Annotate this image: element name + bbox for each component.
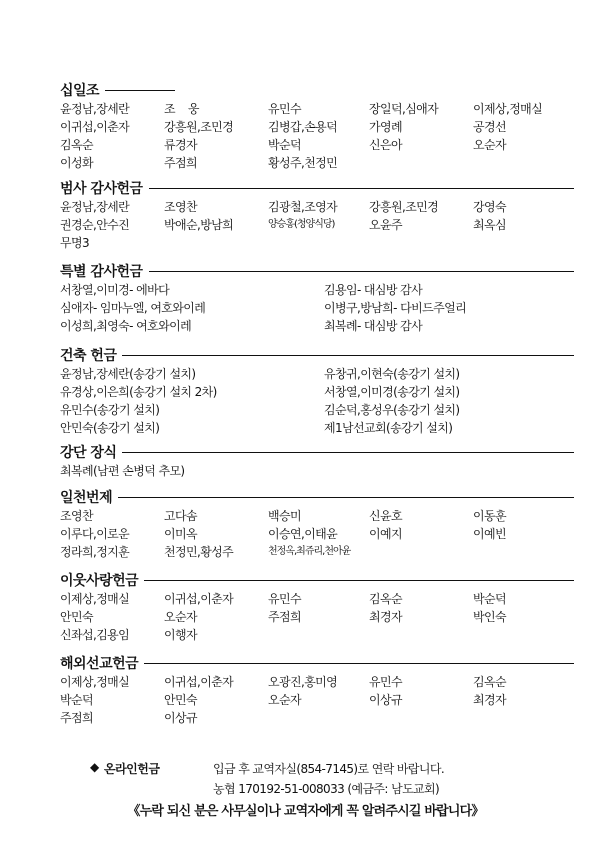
section-divider	[105, 90, 175, 91]
donor-name: 천정옥,최쥬리,천아윤	[268, 546, 351, 557]
bank-account: 농협 170192-51-008033 (예금주: 남도교회)	[213, 782, 440, 796]
donor-name: 신윤호	[369, 509, 402, 523]
donor-entry: 제1남선교회(송강기 설치)	[324, 421, 453, 435]
donor-name: 고다솜	[164, 509, 197, 523]
donor-name: 이행자	[164, 628, 197, 642]
donor-name: 백승미	[268, 509, 301, 523]
donor-name: 박애순,방남희	[164, 218, 234, 232]
donor-name: 가영례	[369, 120, 402, 134]
donor-name: 공경선	[473, 120, 506, 134]
section-divider	[144, 580, 574, 581]
donor-name: 윤정남,장세란	[60, 200, 130, 214]
donor-name: 유민수	[268, 592, 301, 606]
donor-name: 오윤주	[369, 218, 402, 232]
donor-name: 이성화	[60, 156, 93, 170]
donor-entry: 유창귀,이현숙(송강기 설치)	[324, 367, 460, 381]
donor-name: 오순자	[268, 693, 301, 707]
donor-name: 양승홍(청양식당)	[268, 219, 335, 230]
donor-entry: 안민숙(송강기 설치)	[60, 421, 160, 435]
donor-name: 주점희	[164, 156, 197, 170]
donor-name: 김옥순	[473, 675, 506, 689]
section-title: 강단 장식	[60, 445, 117, 461]
name-grid	[60, 507, 574, 561]
donor-name: 이상규	[369, 693, 402, 707]
section-header	[60, 487, 574, 507]
donor-name: 조영찬	[164, 200, 197, 214]
donor-name: 천정민,황성주	[164, 545, 234, 559]
section-divider	[149, 271, 574, 272]
section-thousand-offerings	[60, 487, 574, 561]
donor-name: 오순자	[473, 138, 506, 152]
section-divider	[149, 188, 574, 189]
donor-entry: 유민수(송강기 설치)	[60, 403, 160, 417]
section-divider	[122, 355, 574, 356]
section-building-fund	[60, 345, 574, 437]
donor-name: 이제상,정매실	[60, 592, 130, 606]
donor-name: 안민숙	[164, 693, 197, 707]
section-header	[60, 261, 574, 281]
donor-name: 윤정남,장세란	[60, 102, 130, 116]
donor-name: 박순덕	[473, 592, 506, 606]
donor-name: 이루다,이로운	[60, 527, 130, 541]
section-header	[60, 345, 574, 365]
section-title: 건축 헌금	[60, 348, 117, 364]
section-header	[60, 178, 574, 198]
section-title: 일천번제	[60, 490, 113, 506]
donor-entry: 이병구,방남희- 다비드주얼리	[324, 301, 467, 315]
donor-entry: 심애자- 임마누엘, 여호와이레	[60, 301, 206, 315]
donor-name: 주점희	[268, 610, 301, 624]
donor-name: 이미옥	[164, 527, 197, 541]
donor-name: 이예지	[369, 527, 402, 541]
section-title: 이웃사랑헌금	[60, 573, 139, 589]
donor-entry: 김순덕,홍성우(송강기 설치)	[324, 403, 460, 417]
donor-name: 오광진,홍미영	[268, 675, 338, 689]
name-grid	[60, 365, 574, 437]
section-divider	[122, 452, 574, 453]
donor-name: 황성주,천정민	[268, 156, 338, 170]
donor-name: 무명3	[60, 236, 90, 250]
name-grid	[60, 462, 574, 480]
donor-name: 이귀섭,이춘자	[60, 120, 130, 134]
section-title: 해외선교헌금	[60, 656, 139, 672]
donor-name: 최경자	[369, 610, 402, 624]
donor-name: 박순덕	[60, 693, 93, 707]
name-grid	[60, 100, 574, 172]
section-altar-decoration	[60, 442, 574, 480]
section-title: 십일조	[60, 83, 100, 99]
donor-name: 유민수	[369, 675, 402, 689]
online-offering-label: 온라인헌금	[104, 762, 160, 776]
donor-name: 김광철,조영자	[268, 200, 338, 214]
deposit-note: 입금 후 교역자실(854-7145)로 연락 바랍니다.	[213, 762, 445, 776]
donor-name: 이상규	[164, 711, 197, 725]
donor-name: 김옥순	[369, 592, 402, 606]
donor-name: 신좌섭,김용임	[60, 628, 130, 642]
donor-name: 박인숙	[473, 610, 506, 624]
omission-notice: 《누락 되신 분은 사무실이나 교역자에게 꼭 알려주시길 바랍니다》	[127, 804, 484, 819]
donor-name: 장일덕,심애자	[369, 102, 439, 116]
name-grid	[60, 673, 574, 727]
donor-name: 이승연,이태윤	[268, 527, 338, 541]
section-divider	[144, 663, 574, 664]
section-title: 범사 감사헌금	[60, 181, 143, 197]
online-offering-row	[90, 760, 590, 778]
section-divider	[118, 497, 574, 498]
donor-name: 주점희	[60, 711, 93, 725]
donor-name: 안민숙	[60, 610, 93, 624]
section-header	[60, 80, 574, 100]
donor-name: 권경순,안수진	[60, 218, 130, 232]
donor-entry: 윤정남,장세란(송강기 설치)	[60, 367, 196, 381]
donor-name: 오순자	[164, 610, 197, 624]
donor-entry: 이성희,최영숙- 여호와이레	[60, 319, 192, 333]
donor-name: 김병갑,손용덕	[268, 120, 338, 134]
donor-name: 김옥순	[60, 138, 93, 152]
donor-name: 신은아	[369, 138, 402, 152]
donor-name: 조 웅	[164, 102, 199, 116]
section-special-thanksgiving	[60, 261, 574, 335]
donor-name: 이귀섭,이춘자	[164, 675, 234, 689]
donor-name: 강흥원,조민경	[164, 120, 234, 134]
donor-name: 이제상,정매실	[60, 675, 130, 689]
section-overseas-mission	[60, 653, 574, 727]
section-tithe	[60, 80, 574, 172]
donor-name: 조영찬	[60, 509, 93, 523]
donor-entry: 서창열,이미경(송강기 설치)	[324, 385, 460, 399]
section-neighbor-love	[60, 570, 574, 644]
donor-name: 이귀섭,이춘자	[164, 592, 234, 606]
donor-entry: 유경상,이은희(송강기 설치 2차)	[60, 385, 217, 399]
name-grid	[60, 590, 574, 644]
donor-name: 이제상,정매실	[473, 102, 543, 116]
section-thanksgiving	[60, 178, 574, 252]
section-header	[60, 570, 574, 590]
diamond-icon: ◆	[90, 760, 100, 774]
donor-entry: 최복례(남편 손병덕 추모)	[60, 464, 185, 478]
donor-entry: 최복례- 대심방 감사	[324, 319, 423, 333]
donor-name: 최옥심	[473, 218, 506, 232]
donor-name: 이동훈	[473, 509, 506, 523]
donor-name: 이예빈	[473, 527, 506, 541]
name-grid	[60, 281, 574, 335]
donor-name: 정라희,정지훈	[60, 545, 130, 559]
section-header	[60, 653, 574, 673]
donor-name: 강흥원,조민경	[369, 200, 439, 214]
section-header	[60, 442, 574, 462]
section-title: 특별 감사헌금	[60, 264, 143, 280]
donor-name: 강영숙	[473, 200, 506, 214]
donor-name: 박순덕	[268, 138, 301, 152]
name-grid	[60, 198, 574, 252]
donor-name: 류경자	[164, 138, 197, 152]
donor-entry: 김용임- 대심방 감사	[324, 283, 423, 297]
donor-name: 최경자	[473, 693, 506, 707]
donor-entry: 서창열,이미경- 에바다	[60, 283, 170, 297]
donor-name: 유민수	[268, 102, 301, 116]
